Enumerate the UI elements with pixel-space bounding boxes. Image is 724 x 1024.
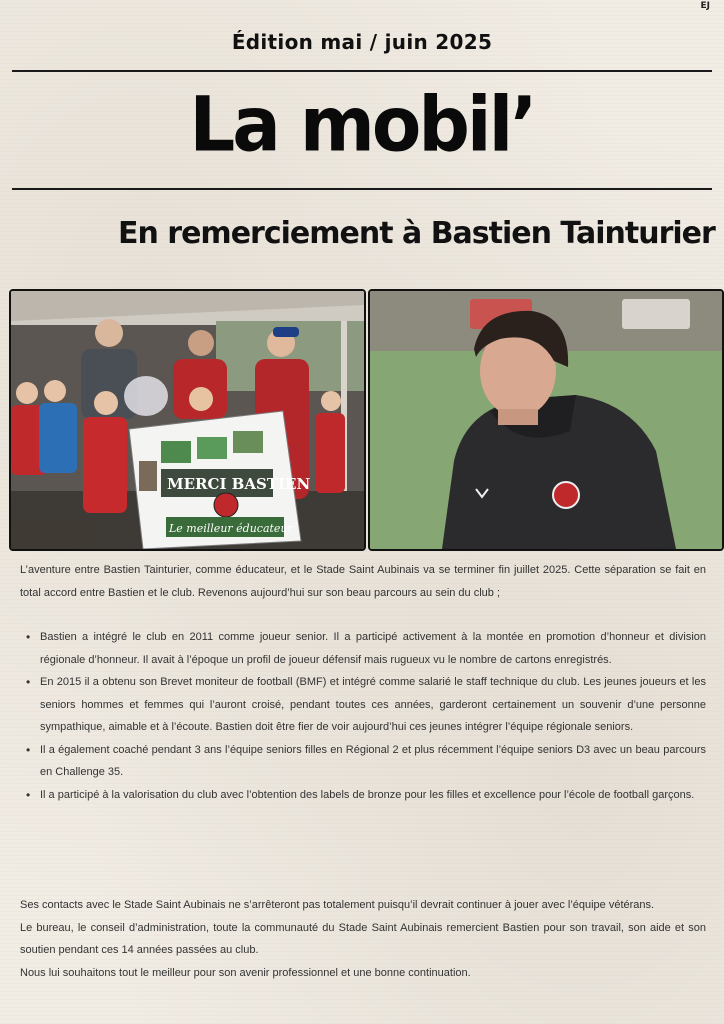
list-item: • Il a participé à la valorisation du club avec l’obtention des labels de bronze pour les filles et excellence pour l’école de football garçons. [20,784,706,807]
outro-paragraph: Ses contacts avec le Stade Saint Aubinais ne s’arrêteront pas totalement puisqu’il devrait continuer à jouer avec l’équipe vétérans. [20,899,655,911]
list-item: • Bastien a intégré le club en 2011 comme joueur senior. Il a participé activement à la montée en promotion d’honneur et division régionale d’honneur. Il avait à l’époque un profil de joueur défensif mais rugueux vu le nombre de cartons enregistrés. [20,626,706,671]
banner-text-educateur: Le meilleur éducateur [169,522,293,535]
career-bullet-list [20,626,706,806]
outro-paragraph: Le bureau, le conseil d’administration, toute la communauté du Stade Saint Aubinais remercient Bastien pour son travail, son aide et son soutien pendant ces 14 années passées au club. [20,921,706,956]
banner-text-merci: MERCI BASTIEN [167,475,311,493]
outro-paragraph: Nous lui souhaitons tout le meilleur pour son avenir professionnel et une bonne continuation. [20,966,471,979]
corner-initials: EJ [700,1,710,11]
portrait-photo [368,289,724,551]
article-intro: L’aventure entre Bastien Tainturier, comme éducateur, et le Stade Saint Aubinais va se terminer fin juillet 2025. Cette séparation se fait en total accord entre Bastien et le club. Revenons aujourd’hui sur son beau parcours au sein du club ; [20,564,706,599]
article-headline: En remerciement à Bastien Tainturier [118,216,715,251]
masthead-title: La mobil’ [189,79,535,169]
group-photo [9,289,366,551]
top-divider [12,70,712,72]
edition-date: Édition mai / juin 2025 [231,30,493,54]
bottom-divider [12,188,712,190]
list-item: • En 2015 il a obtenu son Brevet moniteur de football (BMF) et intégré comme salarié le staff technique du club. Les jeunes joueurs et les seniors hommes et femmes qui l’auront croisé, pendant toutes ces années, garderont certainement un souvenir d’une personne sympathique, aimable et à l’écoute. Bastien doit être fier de voir aujourd’hui ces jeunes intégrer l’équipe régionale seniors. [20,671,706,739]
article-outro [20,894,706,984]
list-item: • Il a également coaché pendant 3 ans l’équipe seniors filles en Régional 2 et plus récemment l’équipe seniors D3 avec un beau parcours en Challenge 35. [20,739,706,784]
